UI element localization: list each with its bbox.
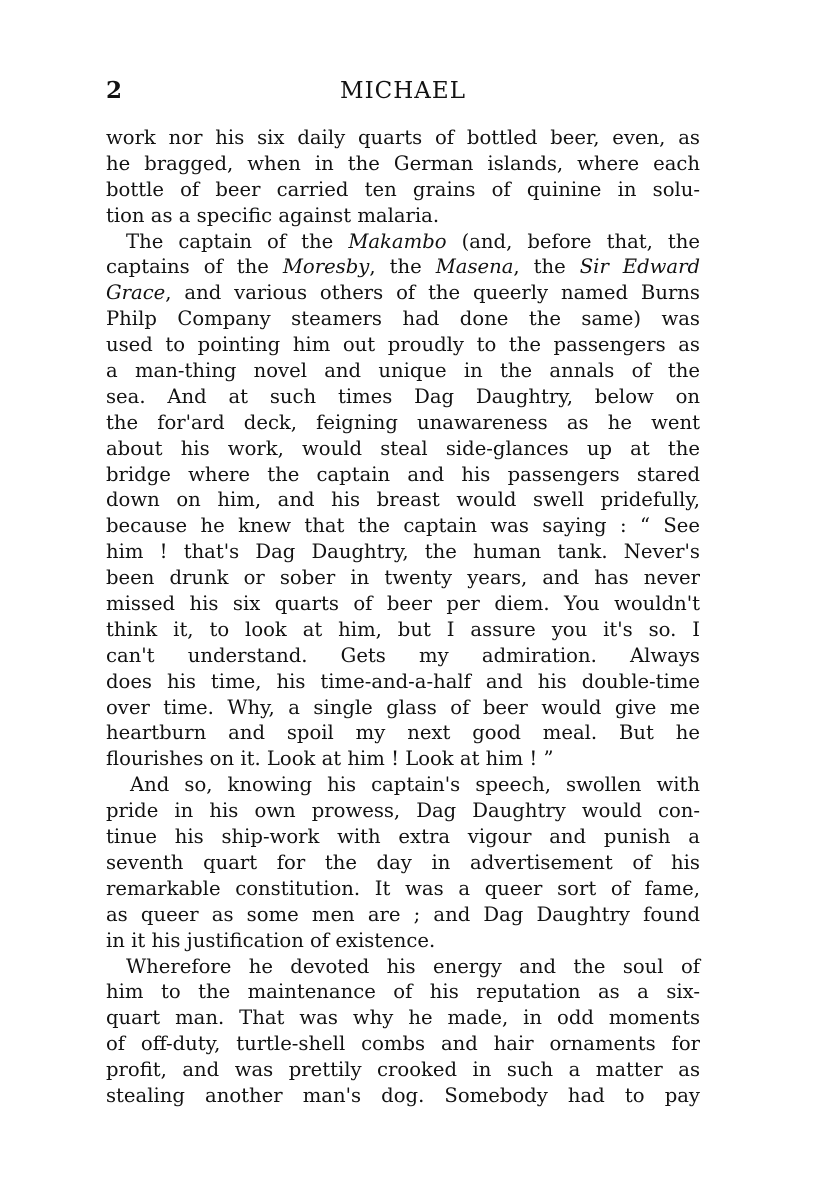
text-line: And so, knowing his captain's speech, swollen with [130, 773, 700, 797]
ship-name-masena: Masena [435, 255, 514, 279]
text-line: heartburn and spoil my next good meal. But he [106, 721, 700, 745]
text-line: tion as a specific against malaria. [106, 203, 440, 227]
text-line: about his work, would steal side-glances up at the [106, 436, 700, 460]
text-line: think it, to look at him, but I assure you it's so. I [106, 617, 700, 641]
text-line: because he knew that the captain was saying : “ See [106, 514, 700, 538]
text-line: quart man. That was why he made, in odd moments [106, 1006, 700, 1030]
text-line: flourishes on it. Look at him ! Look at him ! ” [106, 747, 554, 771]
ship-name-grace: Grace [106, 281, 166, 305]
text-line: him ! that's Dag Daughtry, the human tank. Never's [106, 540, 700, 564]
text-line: bridge where the captain and his passengers stared [106, 462, 700, 486]
text-line: The captain of the Makambo (and, before that, the [126, 229, 700, 253]
text-line: him to the maintenance of his reputation as a six- [106, 980, 700, 1004]
text-line: captains of the Moresby, the Masena, the Sir Edward [106, 255, 701, 279]
text-line: Grace, and various others of the queerly named Burns [106, 281, 700, 305]
text-line: been drunk or sober in twenty years, and has never [106, 566, 700, 590]
text-line: a man-thing novel and unique in the annals of the [106, 359, 700, 383]
text-line: stealing another man's dog. Somebody had to pay [106, 1083, 700, 1107]
text-line: remarkable constitution. It was a queer sort of fame, [106, 876, 700, 900]
text-line: missed his six quarts of beer per diem. You wouldn't [106, 592, 700, 616]
text-line: Philp Company steamers had done the same) was [106, 307, 700, 331]
text-line: profit, and was prettily crooked in such a matter as [106, 1058, 700, 1082]
text-line: Wherefore he devoted his energy and the soul of [126, 954, 700, 978]
text-line: seventh quart for the day in advertisement of his [106, 850, 700, 874]
text-line: work nor his six daily quarts of bottled beer, even, as [106, 126, 700, 149]
text-line: bottle of beer carried ten grains of quinine in solu- [106, 177, 700, 201]
text-line: of off-duty, turtle-shell combs and hair ornaments for [106, 1032, 700, 1056]
text-line: in it his justification of existence. [106, 928, 436, 952]
text-line: down on him, and his breast would swell pridefully, [106, 488, 700, 512]
text-line: tinue his ship-work with extra vigour and punish a [106, 825, 700, 849]
page-number: 2 [106, 77, 123, 104]
text-line: does his time, his time-and-a-half and his double-time [106, 669, 700, 693]
text-line: over time. Why, a single glass of beer would give me [106, 695, 700, 719]
text-line: the for'ard deck, feigning unawareness as he went [106, 410, 700, 434]
text-line: sea. And at such times Dag Daughtry, below on [106, 384, 700, 408]
running-head: MICHAEL [340, 78, 466, 104]
ship-name-moresby: Moresby [282, 255, 370, 279]
text-line: used to pointing him out proudly to the passengers as [106, 333, 700, 357]
text-line: pride in his own prowess, Dag Daughtry would con- [106, 799, 700, 823]
body-text [106, 125, 700, 1109]
page-header [106, 70, 700, 110]
text-line: he bragged, when in the German islands, where each [106, 151, 700, 175]
ship-name-sir-edward: Sir Edward [579, 255, 701, 279]
text-line: as queer as some men are ; and Dag Daughtry found [106, 902, 700, 926]
text-line: can't understand. Gets my admiration. Always [106, 643, 700, 667]
ship-name-makambo: Makambo [348, 229, 447, 253]
